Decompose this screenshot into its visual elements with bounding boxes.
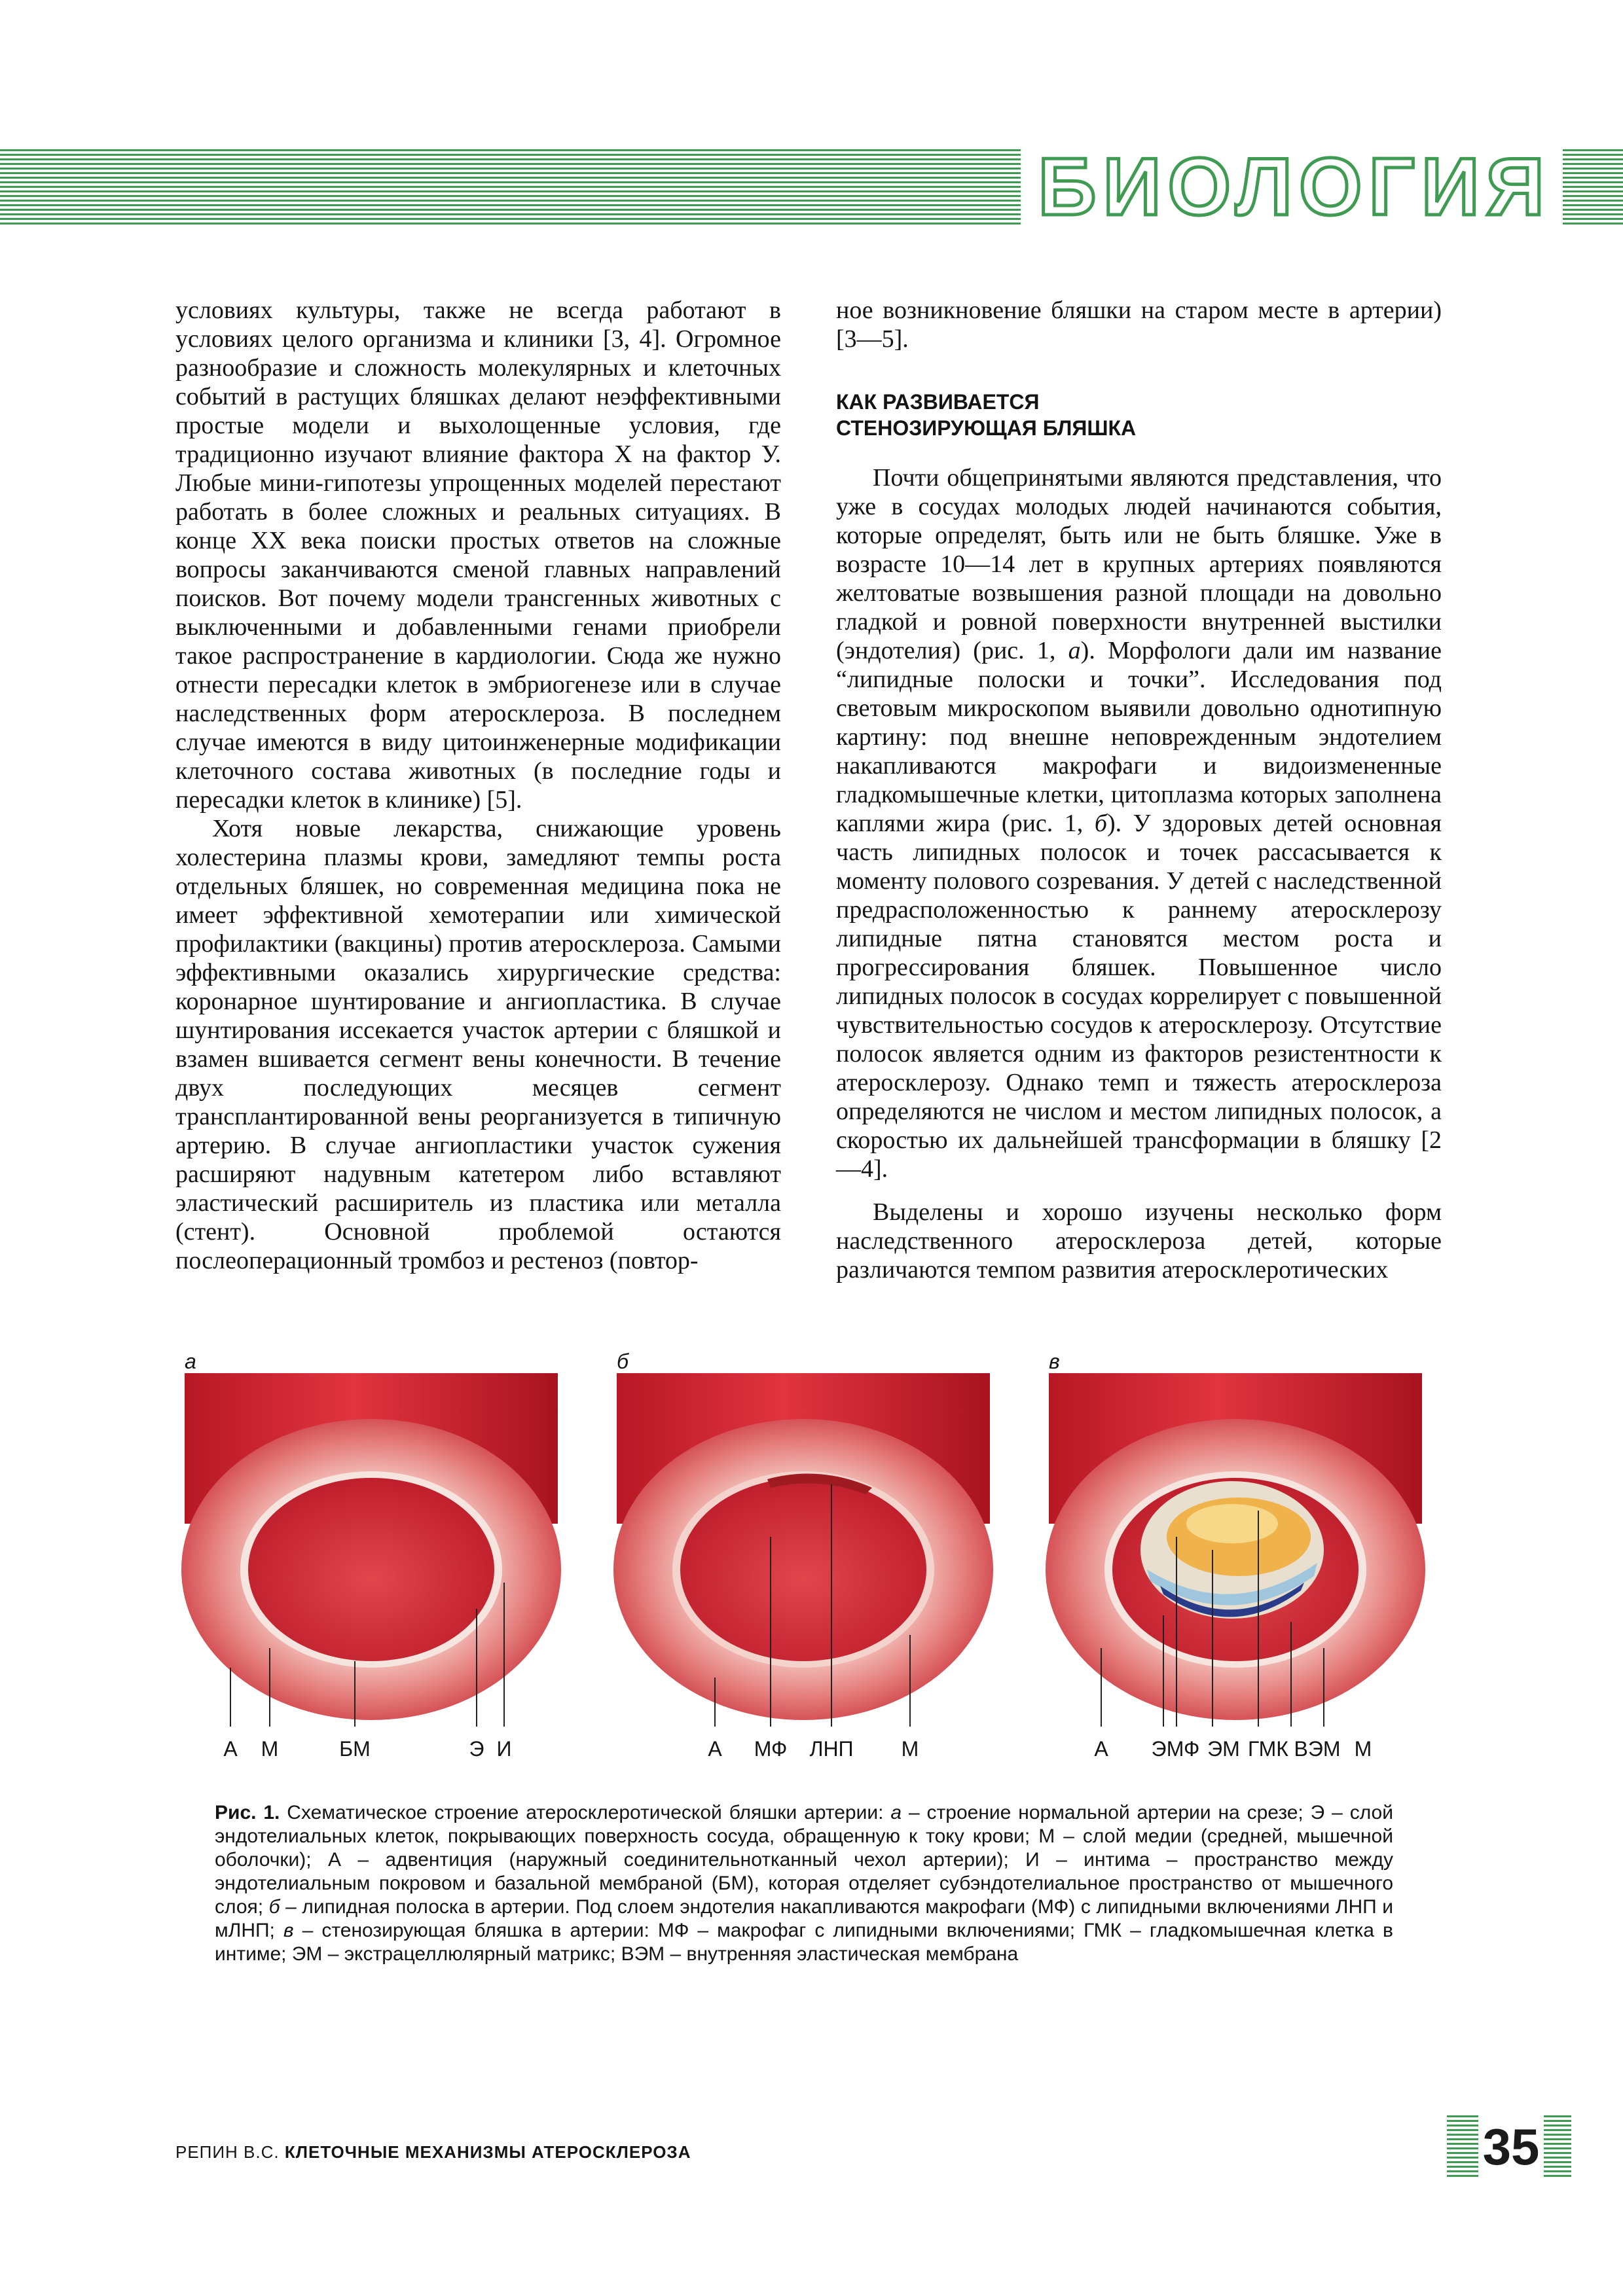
caption-text: – липидная полоска в артерии. Под слоем эндотелия накапливаются макрофаги (МФ) с липидными включениями ЛНП и мЛНП; xyxy=(215,1896,1393,1941)
caption-text: – строение нормальной артерии на срезе; Э – слой эндотелиальных клеток, покрывающих поверхность сосуда, обращенную к току крови; М – слой медии (средней, мышечной оболочки); А – адвентиция (наружный соединительнотканный чехол артерии); И – интима – пространство между эндотелиальным покровом и базальной мембраной (БМ), которая отделяет субэндотелиальное пространство от мышечного слоя; xyxy=(215,1802,1393,1918)
paragraph: Выделены и хорошо изучены несколько форм наследственного атеросклероза детей, которые различаются темпом развития атеросклеротических xyxy=(836,1198,1442,1283)
section-title: БИОЛОГИЯ xyxy=(1021,141,1563,233)
caption-text: – стенозирующая бляшка в артерии: МФ – макрофаг с липидными включениями; ГМК – гладкомышечная клетка в интиме; ЭМ – экстрацеллюлярный матрикс; ВЭМ – внутренняя эластическая мембрана xyxy=(215,1920,1393,1965)
figure-label: ЭМ xyxy=(1207,1737,1240,1761)
figure-label: А xyxy=(1094,1737,1108,1761)
paragraph: ное возникновение бляшки на старом месте в артерии) [3—5]. xyxy=(836,296,1442,353)
figure-label: М xyxy=(261,1737,279,1761)
figure-label: М xyxy=(1354,1737,1372,1761)
figure-label: МФ xyxy=(1166,1737,1200,1761)
figure-ref: б xyxy=(1094,810,1107,837)
figure-label: ВЭМ xyxy=(1294,1737,1341,1761)
footer-title: КЛЕТОЧНЫЕ МЕХАНИЗМЫ АТЕРОСКЛЕРОЗА xyxy=(284,2142,691,2162)
panel-letter: б xyxy=(617,1350,629,1373)
figure-panel-a xyxy=(172,1347,571,1766)
figure-label: А xyxy=(708,1737,722,1761)
figure-artery-sections xyxy=(172,1347,1448,1766)
caption-letter: б xyxy=(268,1896,280,1918)
page-number: 35 xyxy=(1478,2113,1544,2181)
figure-label: И xyxy=(496,1737,512,1761)
panel-letter: в xyxy=(1049,1350,1060,1373)
text-run: ). Морфологи дали им название “липидные полоски и точки”. Исследования под световым микроскопом выявили довольно однотипную картину: под внешне неповрежденным эндотелием накапливаются макрофаги и видоизмененные гладкомышечные клетки, цитоплазма которых заполнена каплями жира (рис. 1, xyxy=(836,637,1442,837)
artery-lipid-streak-illustration xyxy=(604,1373,1003,1727)
figure-panel-b xyxy=(604,1347,1003,1766)
text-run: ). У здоровых детей основная часть липидных полосок и точек рассасывается к моменту полового созревания. У детей с наследственной предрасположенностью к раннему атеросклерозу липидные пятна становятся местом роста и прогрессирования бляшек. Повышенное число липидных полосок в сосудах коррелирует с повышенной чувствительностью сосудов к атеросклерозу. Отсутствие полосок является одним из факторов резистентности к атеросклерозу. Однако темп и тяжесть атеросклероза определяются не числом и местом липидных полосок, а скоростью их дальнейшей трансформации в бляшку [2—4]. xyxy=(836,810,1442,1183)
figure-label: Э xyxy=(1151,1737,1167,1761)
figure-caption xyxy=(215,1801,1393,1966)
running-footer xyxy=(175,2142,691,2162)
figure-label: Э xyxy=(469,1737,484,1761)
figure-label: ГМК xyxy=(1248,1737,1288,1761)
figure-label: ЛНП xyxy=(809,1737,854,1761)
figure-label: А xyxy=(223,1737,238,1761)
section-heading xyxy=(836,389,1442,441)
paragraph: Хотя новые лекарства, снижающие уровень холестерина плазмы крови, замедляют темпы роста отдельных бляшек, но современная медицина пока не имеет эффективной хемотерапии или химической профилактики (вакцины) против атеросклероза. Самыми эффективными оказались хирургические средства: коронарное шунтирование и ангиопластика. В случае шунтирования иссекается участок артерии с бляшкой и взамен вшивается сегмент вены конечности. В течение двух последующих месяцев сегмент трансплантированной вены реорганизуется в типичную артерию. В случае ангиопластики участок сужения расширяют надувным катетером либо вставляют эластический расширитель из пластика или металла (стент). Основной проблемой остаются послеоперационный тромбоз и рестеноз (повтор- xyxy=(175,815,781,1274)
text-column-left xyxy=(175,296,781,1275)
caption-label: Рис. 1. xyxy=(215,1802,280,1823)
paragraph xyxy=(836,463,1442,1183)
figure-label: М xyxy=(901,1737,919,1761)
caption-letter: а xyxy=(890,1802,902,1823)
figure-label: БМ xyxy=(339,1737,371,1761)
text-column-right xyxy=(836,296,1442,1284)
section-heading-line: СТЕНОЗИРУЮЩАЯ БЛЯШКА xyxy=(836,416,1137,440)
caption-text: Схематическое строение атеросклеротической бляшки артерии: xyxy=(280,1802,891,1823)
panel-letter: а xyxy=(185,1350,196,1373)
paragraph: условиях культуры, также не всегда работают в условиях целого организма и клиники [3, 4]. Огромное разнообразие и сложность молекулярных и клеточных событий в растущих бляшках делают неэффективными простые модели и выхолощенные условия, где традиционно изучают влияние фактора Х на фактор У. Любые мини-гипотезы упрощенных моделей перестают работать в более сложных и реальных ситуациях. В конце XX века поиски простых ответов на сложные вопросы заканчиваются сменой главных направлений поисков. Вот почему модели трансгенных животных с выключенными и добавленными генами приобрели такое распространение в кардиологии. Сюда же нужно отнести пересадки клеток в эмбриогенезе или в случае наследственных форм атеросклероза. В последнем случае имеются в виду цитоинженерные модификации клеточного состава животных (в последние годы и пересадки клеток в клинике) [5]. xyxy=(175,296,781,814)
caption-letter: в xyxy=(283,1920,294,1941)
figure-ref: а xyxy=(1068,637,1081,664)
artery-stenosing-plaque-illustration xyxy=(1036,1373,1435,1727)
text-run: Почти общепринятыми являются представления, что уже в сосудах молодых людей начинаются события, которые определят, быть или не быть бляшке. Уже в возрасте 10—14 лет в крупных артериях появляются желтоватые возвышения разной площади на довольно гладкой и ровной поверхности внутренней выстилки (эндотелия) (рис. 1, xyxy=(836,464,1442,664)
footer-author: РЕПИН В.С. xyxy=(175,2142,280,2162)
section-heading-line: КАК РАЗВИВАЕТСЯ xyxy=(836,390,1040,414)
figure-label: МФ xyxy=(754,1737,788,1761)
artery-normal-illustration xyxy=(172,1373,571,1727)
figure-panel-c xyxy=(1036,1347,1435,1766)
